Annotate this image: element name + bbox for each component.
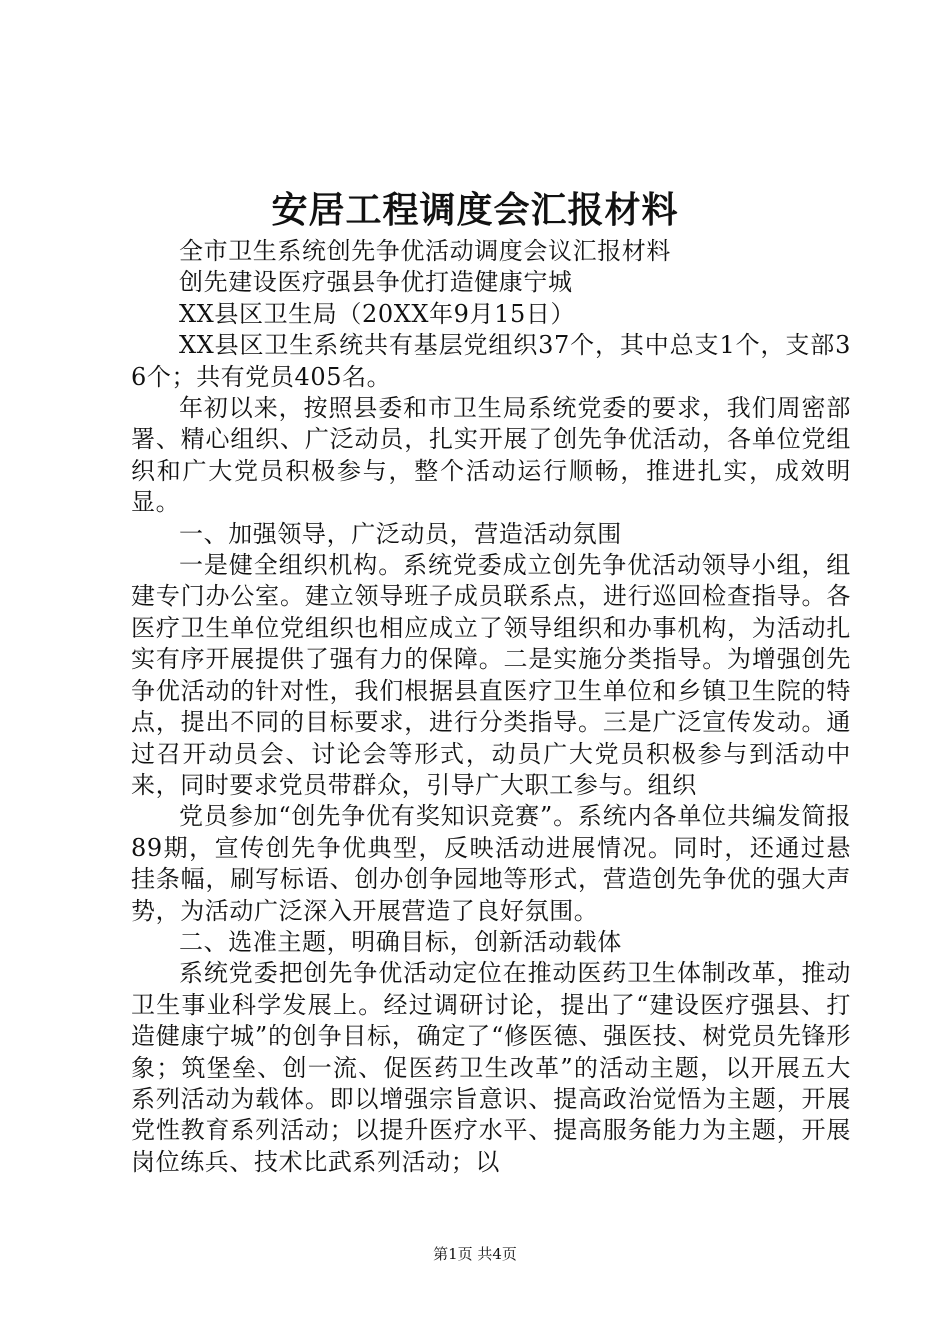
document-title: 安居工程调度会汇报材料 [271,189,679,231]
body-paragraph: 一是健全组织机构。系统党委成立创先争优活动领导小组，组建专门办公室。建立领导班子成员联系点，进行巡回检查指导。各医疗卫生单位党组织也相应成立了领导组织和办事机构，为活动扎实有序开展提供了强有力的保障。二是实施分类指导。为增强创先争优活动的针对性，我们根据县直医疗卫生单位和乡镇卫生院的特点，提出不同的目标要求，进行分类指导。三是广泛宣传发动。通过召开动员会、讨论会等形式，动员广大党员积极参与到活动中来，同时要求党员带群众，引导广大职工参与。组织 [131,551,851,799]
author-date-line: XX县区卫生局（20XX年9月15日） [179,299,576,328]
subtitle-line: 全市卫生系统创先争优活动调度会议汇报材料 [179,237,671,265]
slogan-line: 创先建设医疗强县争优打造健康宁城 [179,268,573,297]
body-paragraph: 党员参加“创先争优有奖知识竞赛”。系统内各单位共编发简报89期，宣传创先争优典型，反映活动进展情况。同时，还通过悬挂条幅，刷写标语、创办创争园地等形式，营造创先争优的强大声势，为活动广泛深入开展营造了良好氛围。 [131,802,851,925]
body-paragraph: 系统党委把创先争优活动定位在推动医药卫生体制改革，推动卫生事业科学发展上。经过调研讨论，提出了“建设医疗强县、打造健康宁城”的创争目标，确定了“修医德、强医技、树党员先锋形象；筑堡垒、创一流、促医药卫生改革”的活动主题，以开展五大系列活动为载体。即以增强宗旨意识、提高政治觉悟为主题，开展党性教育系列活动；以提升医疗水平、提高服务能力为主题，开展岗位练兵、技术比武系列活动；以 [131,959,851,1176]
document-body [131,236,851,1178]
page-number-footer: 第1页 共4页 [433,1245,517,1263]
section-heading: 二、选准主题，明确目标，创新活动载体 [179,927,622,956]
body-paragraph: 年初以来，按照县委和市卫生局系统党委的要求，我们周密部署、精心组织、广泛动员，扎实开展了创先争优活动，各单位党组织和广大党员积极参与，整个活动运行顺畅，推进扎实，成效明显。 [131,394,851,517]
body-paragraph: XX县区卫生系统共有基层党组织37个，其中总支1个，支部36个；共有党员405名。 [131,331,851,391]
section-heading: 一、加强领导，广泛动员，营造活动氛围 [179,519,622,548]
